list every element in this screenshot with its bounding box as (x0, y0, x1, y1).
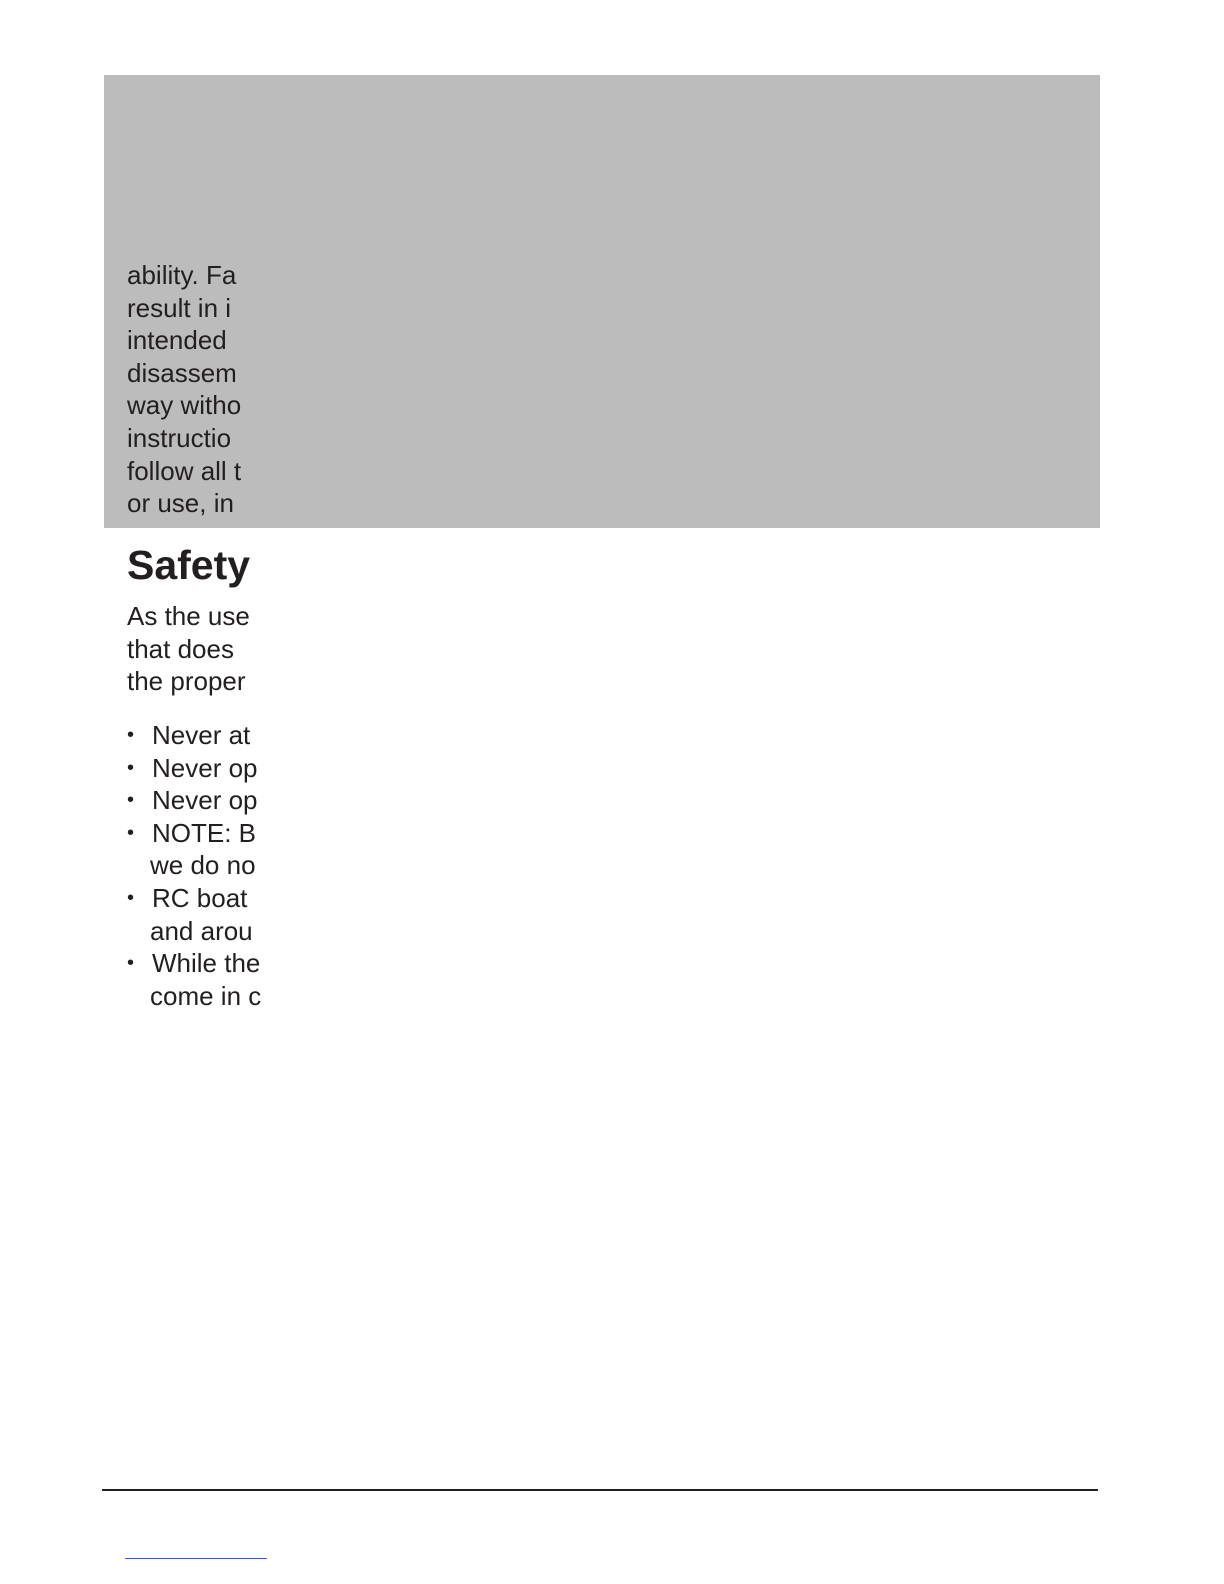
list-item-continuation (127, 849, 268, 882)
intro-line: intended (127, 325, 227, 356)
paragraph-line: the proper (127, 666, 246, 697)
bullet-icon: • (127, 886, 135, 909)
intro-line: or use, in (127, 488, 234, 519)
list-item (127, 947, 268, 980)
bullet-text: come in c (150, 980, 262, 1011)
bullet-text: Never op (152, 752, 258, 783)
list-item-continuation (127, 915, 268, 948)
bullet-icon: • (127, 724, 135, 746)
safety-paragraph (127, 600, 259, 700)
intro-line: way witho (127, 390, 242, 421)
bullet-text: and arou (150, 915, 253, 946)
bullet-text: NOTE: B (152, 817, 257, 848)
footer-divider (102, 1489, 1098, 1491)
paragraph-line: that does (127, 633, 234, 664)
list-item (127, 719, 268, 752)
bullet-text: Never op (152, 785, 258, 816)
safety-heading: Safety (127, 542, 251, 588)
bullet-icon: • (127, 789, 135, 812)
bullet-text: we do no (150, 850, 256, 881)
intro-line: ability. Fa (127, 260, 237, 290)
intro-gray-panel (104, 75, 1100, 528)
intro-line: result in i (127, 292, 232, 323)
list-item-continuation (127, 980, 268, 1013)
intro-line: instructio (127, 422, 232, 453)
intro-line: follow all t (127, 455, 242, 486)
list-item (127, 784, 268, 817)
bullet-text: RC boat (152, 882, 248, 913)
paragraph-line: As the use (127, 601, 250, 631)
list-item (127, 882, 268, 915)
intro-text-block (127, 259, 249, 527)
footer-link-underline[interactable] (125, 1558, 267, 1559)
bullet-icon: • (127, 952, 135, 975)
bullet-icon: • (127, 756, 135, 779)
list-item (127, 752, 268, 785)
safety-bullet-list (127, 719, 268, 1019)
bullet-text: While the (152, 948, 261, 979)
intro-line: disassem (127, 357, 237, 388)
bullet-icon: • (127, 821, 135, 844)
list-item (127, 817, 268, 850)
bullet-text: Never at (152, 720, 251, 750)
